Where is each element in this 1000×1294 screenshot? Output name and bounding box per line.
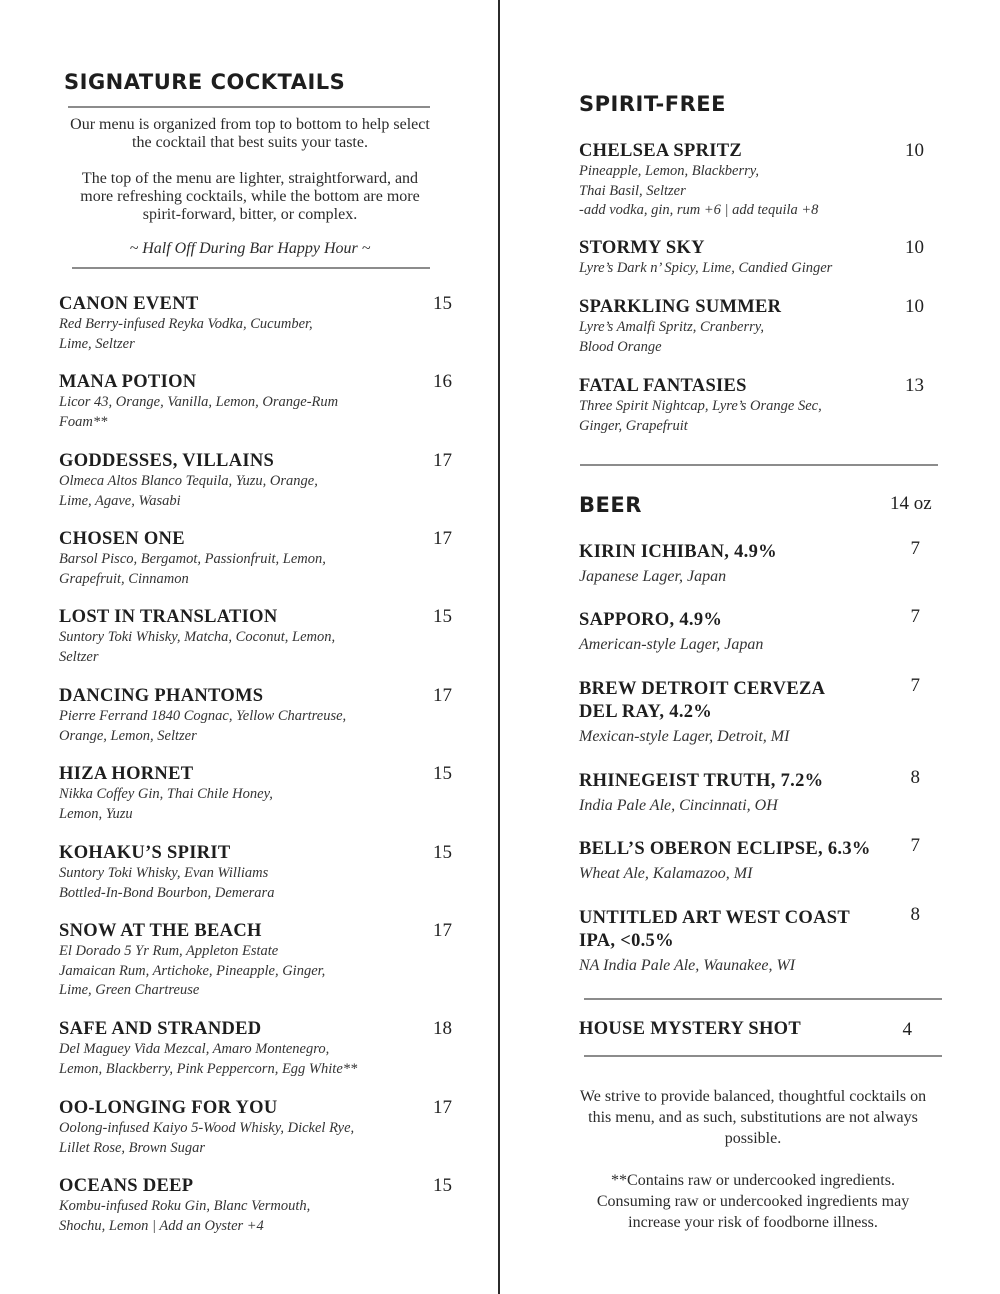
intro-paragraph-2: The top of the menu are lighter, straightforward, and more refreshing cocktails, while the bottom are more spirit-forward, bitter, or complex. [80, 170, 420, 223]
beer-description: India Pale Ale, Cincinnati, OH [579, 797, 778, 814]
cocktail-price: 15 [433, 606, 452, 627]
cocktail-item [59, 843, 274, 903]
beer-description: Japanese Lager, Japan [579, 568, 727, 585]
beer-price: 7 [910, 835, 920, 856]
cocktail-description: Suntory Toki Whisky, Matcha, Coconut, Lemon, Seltzer [59, 629, 336, 665]
menu-intro [68, 116, 432, 224]
cocktail-item [59, 1176, 310, 1236]
mystery-shot-price: 4 [902, 1019, 912, 1040]
beer-rule [584, 998, 942, 1000]
cocktail-price: 15 [433, 842, 452, 863]
cocktail-description: Red Berry-infused Reyka Vodka, Cucumber, Lime, Seltzer [59, 316, 313, 352]
spirit-free-price: 13 [905, 375, 924, 396]
beer-description: NA India Pale Ale, Waunakee, WI [579, 957, 796, 974]
cocktail-name: SAFE AND STRANDED [59, 1019, 262, 1039]
intro-paragraph-1: Our menu is organized from top to bottom to help select the cocktail that best suits your taste. [70, 116, 430, 151]
cocktail-name: HIZA HORNET [59, 764, 194, 784]
cocktail-name: MANA POTION [59, 372, 197, 392]
cocktail-price: 15 [433, 1175, 452, 1196]
cocktail-description: Nikka Coffey Gin, Thai Chile Honey, Lemon, Yuzu [59, 786, 273, 822]
beer-price: 8 [910, 904, 920, 925]
column-divider [498, 0, 500, 1294]
beer-name: SAPPORO, 4.9% [579, 610, 723, 630]
cocktail-price: 17 [433, 685, 452, 706]
cocktail-price: 17 [433, 450, 452, 471]
spirit-free-name: FATAL FANTASIES [579, 376, 747, 396]
cocktail-item [59, 607, 335, 667]
intro-rule [72, 267, 430, 269]
cocktail-description: Barsol Pisco, Bergamot, Passionfruit, Lemon, Grapefruit, Cinnamon [59, 551, 326, 587]
cocktail-description: Del Maguey Vida Mezcal, Amaro Montenegro, Lemon, Blackberry, Pink Peppercorn, Egg White** [59, 1041, 358, 1077]
mystery-shot-name: HOUSE MYSTERY SHOT [579, 1019, 801, 1039]
spirit-free-description: Three Spirit Nightcap, Lyre’s Orange Sec, Ginger, Grapefruit [579, 398, 822, 434]
cocktail-name: DANCING PHANTOMS [59, 686, 264, 706]
spirit-free-price: 10 [905, 237, 924, 258]
spirit-free-price: 10 [905, 140, 924, 161]
cocktail-description: Kombu-infused Roku Gin, Blanc Vermouth, Shochu, Lemon | Add an Oyster +4 [59, 1198, 311, 1234]
beer-item [579, 770, 823, 817]
cocktail-price: 15 [433, 763, 452, 784]
cocktail-item [59, 1098, 354, 1158]
mystery-shot-item [579, 1019, 801, 1040]
beer-description: Mexican-style Lager, Detroit, MI [579, 728, 790, 745]
cocktail-name: CHOSEN ONE [59, 529, 185, 549]
beer-description: Wheat Ale, Kalamazoo, MI [579, 865, 753, 882]
beer-name: BREW DETROIT CERVEZA DEL RAY, 4.2% [579, 679, 826, 722]
beer-item [579, 678, 825, 748]
substitution-note: We strive to provide balanced, thoughtful cocktails on this menu, and as such, substitutions are not always possible. [579, 1088, 927, 1147]
beer-price: 7 [910, 538, 920, 559]
cocktail-price: 16 [433, 371, 452, 392]
cocktail-item [59, 372, 338, 432]
cocktail-item [59, 686, 346, 746]
cocktail-price: 17 [433, 920, 452, 941]
spirit-free-name: STORMY SKY [579, 238, 705, 258]
spirit-free-price: 10 [905, 296, 924, 317]
cocktail-price: 18 [433, 1018, 452, 1039]
raw-ingredients-note: **Contains raw or undercooked ingredients. Consuming raw or undercooked ingredients may increase your risk of foodborne illness. [596, 1172, 910, 1231]
spirit-free-rule [580, 464, 938, 466]
cocktail-name: OO-LONGING FOR YOU [59, 1098, 278, 1118]
spirit-free-item [579, 297, 781, 357]
beer-name: RHINEGEIST TRUTH, 7.2% [579, 771, 824, 791]
spirit-free-description: Lyre’s Dark n’ Spicy, Lime, Candied Ginger [579, 260, 833, 276]
cocktail-name: CANON EVENT [59, 294, 199, 314]
beer-description: American-style Lager, Japan [579, 636, 764, 653]
beer-title: BEER [579, 493, 642, 517]
spirit-free-title: SPIRIT-FREE [579, 92, 726, 116]
menu-footer [578, 1086, 928, 1233]
cocktail-name: SNOW AT THE BEACH [59, 921, 262, 941]
cocktail-name: KOHAKU’S SPIRIT [59, 843, 231, 863]
shot-rule [584, 1055, 942, 1057]
cocktail-name: GODDESSES, VILLAINS [59, 451, 275, 471]
signature-cocktails-title: SIGNATURE COCKTAILS [64, 70, 346, 94]
spirit-free-item [579, 376, 822, 436]
happy-hour-note: ~ Half Off During Bar Happy Hour ~ [129, 240, 371, 257]
cocktail-description: Olmeca Altos Blanco Tequila, Yuzu, Orange, Lime, Agave, Wasabi [59, 473, 318, 509]
beer-name: UNTITLED ART WEST COAST IPA, <0.5% [579, 908, 851, 951]
beer-name: BELL’S OBERON ECLIPSE, 6.3% [579, 839, 871, 859]
beer-item [579, 609, 763, 656]
beer-item [579, 907, 850, 977]
cocktail-price: 15 [433, 293, 452, 314]
cocktail-description: Suntory Toki Whisky, Evan Williams Bottled-In-Bond Bourbon, Demerara [59, 865, 275, 901]
cocktail-item [59, 451, 318, 511]
cocktail-item [59, 1019, 357, 1079]
spirit-free-name: SPARKLING SUMMER [579, 297, 782, 317]
beer-name: KIRIN ICHIBAN, 4.9% [579, 542, 777, 562]
cocktail-price: 17 [433, 528, 452, 549]
beer-size: 14 oz [890, 493, 932, 514]
cocktail-name: OCEANS DEEP [59, 1176, 194, 1196]
cocktail-description: El Dorado 5 Yr Rum, Appleton Estate Jamaican Rum, Artichoke, Pineapple, Ginger, Lime, Green Chartreuse [59, 943, 326, 998]
cocktail-description: Oolong-infused Kaiyo 5-Wood Whisky, Dickel Rye, Lillet Rose, Brown Sugar [59, 1120, 355, 1156]
cocktail-item [59, 294, 313, 354]
cocktail-item [59, 529, 326, 589]
cocktail-price: 17 [433, 1097, 452, 1118]
spirit-free-item [579, 238, 832, 279]
beer-item [579, 838, 871, 885]
beer-price: 7 [910, 675, 920, 696]
cocktail-description: Pierre Ferrand 1840 Cognac, Yellow Chartreuse, Orange, Lemon, Seltzer [59, 708, 347, 744]
beer-price: 7 [910, 606, 920, 627]
spirit-free-name: CHELSEA SPRITZ [579, 141, 743, 161]
cocktail-name: LOST IN TRANSLATION [59, 607, 278, 627]
cocktail-item [59, 764, 273, 824]
spirit-free-description: Pineapple, Lemon, Blackberry, Thai Basil, Seltzer -add vodka, gin, rum +6 | add tequila +8 [579, 163, 819, 218]
title-rule [68, 106, 430, 108]
cocktail-description: Licor 43, Orange, Vanilla, Lemon, Orange-Rum Foam** [59, 394, 339, 430]
cocktail-item [59, 921, 325, 1001]
beer-price: 8 [910, 767, 920, 788]
spirit-free-description: Lyre’s Amalfi Spritz, Cranberry, Blood Orange [579, 319, 765, 355]
spirit-free-item [579, 141, 818, 221]
beer-item [579, 541, 777, 588]
